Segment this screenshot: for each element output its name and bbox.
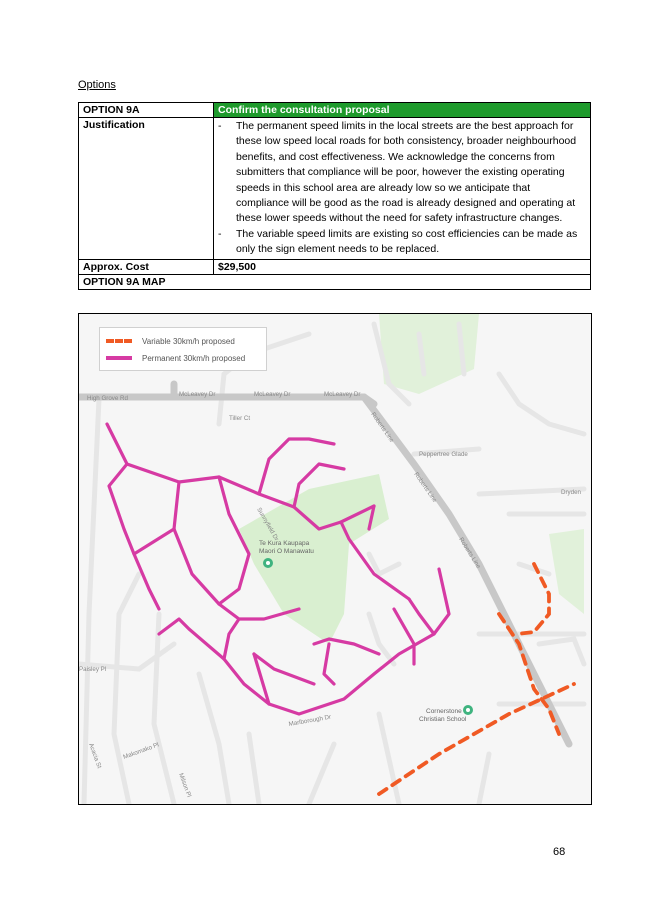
map-label: OPTION 9A MAP: [79, 274, 591, 289]
street-label: Milson Pl: [177, 772, 193, 799]
justification-point: - The variable speed limits are existing so cost efficiencies can be made as only the sign element needs to be replaced.: [218, 227, 578, 256]
street-label: Roberts Line: [457, 536, 482, 570]
legend-permanent: [106, 352, 245, 364]
street-label: Tiller Ct: [229, 415, 251, 422]
option-map: [78, 313, 592, 805]
place-label: Maori O Manawatu: [259, 548, 314, 555]
street-label: Dryden: [561, 489, 581, 496]
street-label: McLeavey Dr: [179, 391, 216, 398]
street-label: Makomako Pl: [122, 741, 160, 761]
justification-label: Justification: [79, 118, 214, 260]
justification-cell: [214, 118, 591, 260]
place-label: Te Kura Kaupapa: [259, 540, 310, 547]
cost-value: $29,500: [214, 259, 591, 274]
justification-text: The permanent speed limits in the local streets are the best approach for these low speed local roads for both consistency, broader neighbourhood benefits, and cost effectiveness. We acknowledge the concerns from submitters that compliance will be poor, however the existing operating speeds in this school area are already low so we anticipate that compliance will be good as the road is already designed and operating at these lower speeds without the need for safety infrastructure changes.: [236, 120, 577, 225]
permanent-swatch: [106, 356, 132, 360]
street-label: Paisley Pl: [79, 666, 107, 673]
street-label: Roberts Line: [412, 471, 439, 504]
street-label: McLeavey Dr: [254, 391, 291, 398]
cost-label: Approx. Cost: [79, 259, 214, 274]
legend-variable-label: Variable 30km/h proposed: [142, 336, 235, 346]
map-legend: [99, 327, 267, 371]
street-label: High Grove Rd: [87, 395, 128, 402]
option-label: OPTION 9A: [79, 103, 214, 118]
street-label: Peppertree Glade: [419, 451, 468, 458]
church-marker: [463, 705, 473, 715]
option-value: Confirm the consultation proposal: [214, 103, 591, 118]
options-table: [78, 102, 591, 290]
place-label: Cornerstone: [426, 708, 462, 715]
legend-permanent-label: Permanent 30km/h proposed: [142, 353, 246, 363]
page-number: 68: [553, 846, 566, 858]
map-label-row: [79, 274, 591, 289]
street-label: Roberts Line: [369, 411, 396, 444]
street-label: McLeavey Dr: [324, 391, 361, 398]
place-label: Christian School: [419, 716, 467, 723]
legend-variable: [106, 335, 235, 347]
school-marker: [263, 558, 273, 568]
street-label: Sunnyfield Dr: [255, 506, 280, 543]
justification-text: The variable speed limits are existing so cost efficiencies can be made as only the sign element needs to be replaced.: [236, 227, 578, 256]
justification-point: - The permanent speed limits in the local streets are the best approach for these low speed local roads for both consistency, broader neighbourhood benefits, and cost effectiveness. We acknowledge the concerns from submitters that compliance will be poor, however the existing operating speeds in this school area are already low so we anticipate that compliance will be good as the road is already designed and operating at these lower speeds without the need for safety infrastructure changes.: [218, 120, 577, 225]
street-label: Acacia St: [87, 742, 103, 770]
map-canvas: [79, 314, 591, 804]
options-heading: Options: [78, 79, 116, 91]
cost-row: [79, 259, 591, 274]
street-label: Marlborough Dr: [288, 713, 332, 728]
justification-row: [79, 118, 591, 260]
variable-swatch: [106, 339, 132, 343]
option-row: [79, 103, 591, 118]
